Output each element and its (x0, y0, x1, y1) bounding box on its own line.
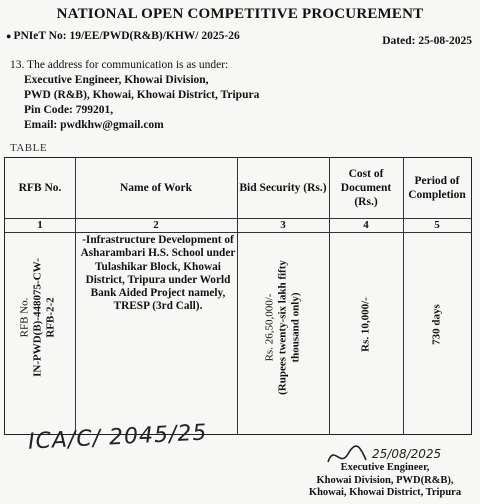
header-name-of-work: Name of Work (120, 182, 192, 194)
document-date: Dated: 25-08-2025 (382, 35, 472, 47)
signatory-line: Executive Engineer, (340, 462, 430, 473)
bid-security-words: (Rupees twenty-six lakh fifty (276, 260, 289, 395)
reference-text: PNIeT No: 19/EE/PWD(R&B)/KHW/ 2025-26 (13, 30, 240, 42)
header-bid-security: Bid Security (Rs.) (239, 182, 327, 194)
address-line: PWD (R&B), Khowai, Khowai District, Tripura (24, 89, 260, 101)
column-number: 1 (37, 219, 43, 231)
column-number: 5 (434, 219, 440, 231)
column-number: 2 (153, 219, 159, 231)
signature-date: 25/08/2025 (372, 447, 442, 461)
name-of-work-cell: -Infrastructure Development of Asharambari H.S. School under Tulashikar Block, Khowai District, Tripura under World Bank Aided Project namely, TRESP (3rd Call). (80, 234, 236, 313)
period-of-completion-cell: 730 days (430, 304, 443, 345)
bullet-icon: ● (6, 31, 12, 41)
column-number: 3 (280, 219, 286, 231)
rfb-number-cell (19, 233, 58, 403)
rfb-label: RFB No. (18, 297, 31, 338)
bid-security-words: thousand only) (289, 292, 302, 363)
header-cost-of-document: Cost of Document (Rs.) (340, 168, 392, 208)
signatory-line: Khowai Division, PWD(R&B), (316, 474, 454, 486)
address-block (10, 58, 259, 133)
address-intro: 13. The address for communication is as under: (10, 59, 229, 71)
column-number: 4 (363, 219, 369, 231)
rfb-code-suffix: RFB-2-2 (44, 297, 57, 338)
cost-of-document-cell: Rs. 10,000/- (359, 297, 372, 352)
signatory-block (290, 462, 480, 500)
rfb-code: IN-PWD(B)-448075-CW- (31, 258, 44, 377)
header-rfb-no: RFB No. (18, 182, 62, 194)
table-divider (5, 232, 471, 233)
signatory-line: Khowai, Khowai District, Tripura (308, 487, 462, 498)
address-line: Pin Code: 799201, (24, 104, 114, 116)
table-label: TABLE (10, 142, 48, 154)
bid-security-cell (264, 243, 303, 413)
header-period-of-completion: Period of Completion (408, 175, 466, 201)
bid-security-amount: Rs. 26,50,000/- (263, 293, 276, 362)
address-email: Email: pwdkhw@gmail.com (24, 119, 164, 131)
reference-number (6, 30, 240, 42)
handwritten-note: ICA/C/ 2045/25 (27, 420, 209, 455)
document-title: NATIONAL OPEN COMPETITIVE PROCUREMENT (56, 6, 424, 22)
address-line: Executive Engineer, Khowai Division, (24, 74, 209, 86)
procurement-table (4, 157, 472, 435)
